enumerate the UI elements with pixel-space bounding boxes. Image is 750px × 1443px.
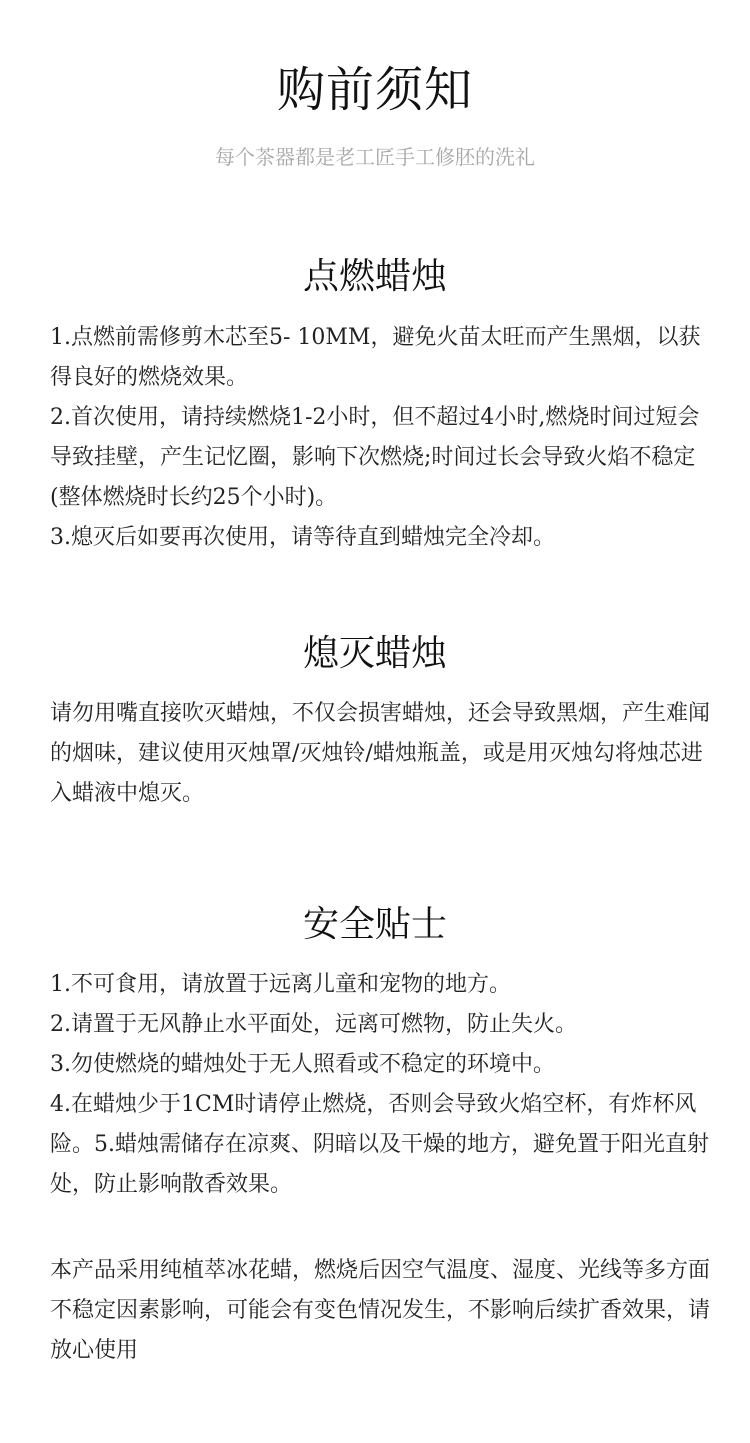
section-body-extinguish-candle: [50, 694, 710, 814]
paragraph: 2.首次使用，请持续燃烧1-2小时，但不超过4小时,燃烧时间过短会导致挂壁，产生记忆圈，影响下次燃烧;时间过长会导致火焰不稳定(整体燃烧时长约25个小时)。: [50, 405, 700, 510]
paragraph: 请勿用嘴直接吹灭蜡烛，不仅会损害蜡烛，还会导致黑烟，产生难闻的烟味，建议使用灭烛罩/灭烛铃/蜡烛瓶盖，或是用灭烛勾将烛芯进入蜡液中熄灭。: [50, 701, 711, 806]
product-note: [50, 1251, 710, 1371]
section-heading-light-candle: 点燃蜡烛: [302, 256, 447, 297]
paragraph: 3.熄灭后如要再次使用，请等待直到蜡烛完全冷却。: [50, 525, 555, 550]
page-subtitle: 每个茶器都是老工匠手工修胚的洗礼: [215, 145, 535, 169]
paragraph: 3.勿使燃烧的蜡烛处于无人照看或不稳定的环境中。: [50, 1052, 555, 1077]
paragraph: 1.不可食用，请放置于远离儿童和宠物的地方。: [50, 972, 511, 997]
paragraph: 1.点燃前需修剪木芯至5- 10MM，避免火苗太旺而产生黑烟，以获得良好的燃烧效果。: [50, 325, 701, 390]
section-body-safety-tips: [50, 965, 710, 1205]
paragraph: 2.请置于无风静止水平面处，远离可燃物，防止失火。: [50, 1012, 577, 1037]
section-heading-extinguish-candle: 熄灭蜡烛: [302, 633, 447, 674]
page-title: 购前须知: [276, 62, 473, 118]
paragraph: 本产品采用纯植萃冰花蜡，燃烧后因空气温度、湿度、光线等多方面不稳定因素影响，可能会有变色情况发生，不影响后续扩香效果，请放心使用: [50, 1258, 711, 1363]
section-body-light-candle: [50, 318, 710, 558]
paragraph: 4.在蜡烛少于1CM时请停止燃烧，否则会导致火焰空杯，有炸杯风险。5.蜡烛需储存在凉爽、阴暗以及干燥的地方，避免置于阳光直射处，防止影响散香效果。: [50, 1092, 709, 1197]
section-heading-safety-tips: 安全贴士: [302, 904, 447, 945]
